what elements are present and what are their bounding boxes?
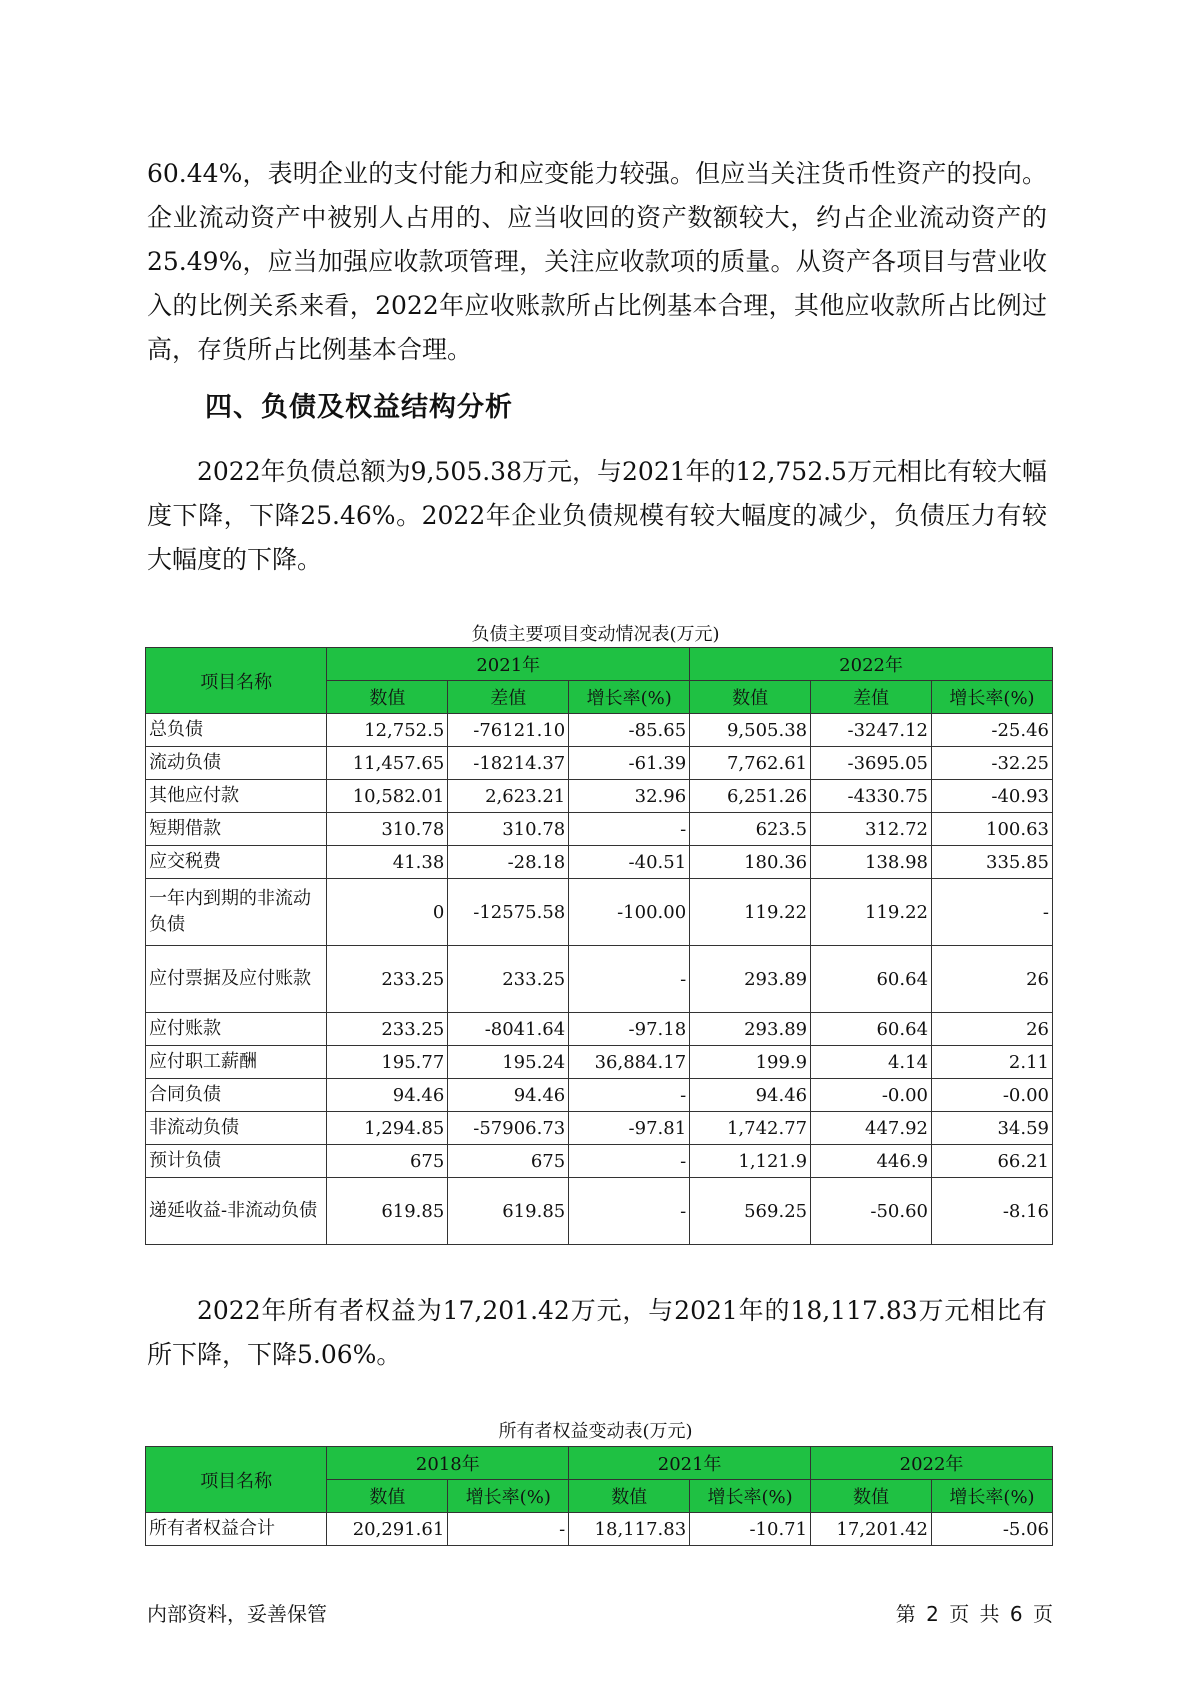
cell-value: -18214.37 <box>448 747 569 780</box>
cell-value: -57906.73 <box>448 1112 569 1145</box>
table-row <box>146 1145 1053 1178</box>
table1-body <box>146 714 1053 1245</box>
cell-value: - <box>569 1145 690 1178</box>
cell-value: 9,505.38 <box>690 714 811 747</box>
row-name: 短期借款 <box>146 813 327 846</box>
cell-value: - <box>569 1079 690 1112</box>
cell-value: 36,884.17 <box>569 1046 690 1079</box>
cell-value: 233.25 <box>327 1013 448 1046</box>
cell-value: 195.24 <box>448 1046 569 1079</box>
cell-value: 310.78 <box>448 813 569 846</box>
cell-value: -25.46 <box>932 714 1053 747</box>
row-name: 一年内到期的非流动负债 <box>146 879 327 946</box>
cell-value: -12575.58 <box>448 879 569 946</box>
cell-value: 195.77 <box>327 1046 448 1079</box>
cell-value: 34.59 <box>932 1112 1053 1145</box>
row-name: 递延收益-非流动负债 <box>146 1178 327 1245</box>
row-name: 流动负债 <box>146 747 327 780</box>
cell-value: 447.92 <box>811 1112 932 1145</box>
cell-value: 1,294.85 <box>327 1112 448 1145</box>
cell-value: 11,457.65 <box>327 747 448 780</box>
row-name: 应付职工薪酬 <box>146 1046 327 1079</box>
cell-value: -40.51 <box>569 846 690 879</box>
cell-value: -61.39 <box>569 747 690 780</box>
cell-value: -8041.64 <box>448 1013 569 1046</box>
cell-value: -85.65 <box>569 714 690 747</box>
table2-subheader: 增长率(%) <box>690 1480 811 1513</box>
row-name: 预计负债 <box>146 1145 327 1178</box>
row-name: 非流动负债 <box>146 1112 327 1145</box>
cell-value: - <box>448 1513 569 1546</box>
table-row <box>146 714 1053 747</box>
row-name: 总负债 <box>146 714 327 747</box>
cell-value: -40.93 <box>932 780 1053 813</box>
cell-value: 7,762.61 <box>690 747 811 780</box>
cell-value: - <box>569 813 690 846</box>
cell-value: 26 <box>932 1013 1053 1046</box>
cell-value: 60.64 <box>811 1013 932 1046</box>
row-name: 应交税费 <box>146 846 327 879</box>
table1-year-2022-header: 2022年 <box>690 648 1053 681</box>
cell-value: 17,201.42 <box>811 1513 932 1546</box>
table2-year-header: 2021年 <box>569 1447 811 1480</box>
paragraph-asset-analysis: 60.44%，表明企业的支付能力和应变能力较强。但应当关注货币性资产的投向。企业流动资产中被别人占用的、应当收回的资产数额较大，约占企业流动资产的25.49%，应当加强应收款项管理，关注应收款项的质量。从资产各项目与营业收入的比例关系来看，2022年应收账款所占比例基本合理，其他应收款所占比例过高，存货所占比例基本合理。 <box>147 159 1047 364</box>
paragraph-equity-summary: 2022年所有者权益为17,201.42万元，与2021年的18,117.83万元相比有所下降，下降5.06%。 <box>147 1296 1047 1369</box>
table-row <box>146 846 1053 879</box>
cell-value: -76121.10 <box>448 714 569 747</box>
table2-year-header: 2022年 <box>811 1447 1053 1480</box>
table2-year-header: 2018年 <box>327 1447 569 1480</box>
cell-value: 2.11 <box>932 1046 1053 1079</box>
cell-value: 6,251.26 <box>690 780 811 813</box>
table-row <box>146 813 1053 846</box>
liability-change-table <box>145 647 1053 1245</box>
cell-value: 60.64 <box>811 946 932 1013</box>
cell-value: 312.72 <box>811 813 932 846</box>
cell-value: 10,582.01 <box>327 780 448 813</box>
row-name: 应付账款 <box>146 1013 327 1046</box>
cell-value: -10.71 <box>690 1513 811 1546</box>
table-row <box>146 879 1053 946</box>
row-name: 应付票据及应付账款 <box>146 946 327 1013</box>
footer-confidential-note: 内部资料，妥善保管 <box>147 1602 327 1626</box>
cell-value: 623.5 <box>690 813 811 846</box>
cell-value: 1,742.77 <box>690 1112 811 1145</box>
table1-subheader: 数值 <box>690 681 811 714</box>
cell-value: 4.14 <box>811 1046 932 1079</box>
cell-value: 138.98 <box>811 846 932 879</box>
cell-value: -50.60 <box>811 1178 932 1245</box>
cell-value: 18,117.83 <box>569 1513 690 1546</box>
cell-value: 446.9 <box>811 1145 932 1178</box>
cell-value: -4330.75 <box>811 780 932 813</box>
section-heading: 四、负债及权益结构分析 <box>205 392 513 423</box>
cell-value: 569.25 <box>690 1178 811 1245</box>
cell-value: 94.46 <box>690 1079 811 1112</box>
cell-value: 1,121.9 <box>690 1145 811 1178</box>
cell-value: 2,623.21 <box>448 780 569 813</box>
row-name: 其他应付款 <box>146 780 327 813</box>
cell-value: 119.22 <box>811 879 932 946</box>
table1-name-header: 项目名称 <box>146 648 327 714</box>
table2-subheader: 数值 <box>327 1480 448 1513</box>
cell-value: 233.25 <box>448 946 569 1013</box>
cell-value: -3695.05 <box>811 747 932 780</box>
cell-value: -0.00 <box>932 1079 1053 1112</box>
cell-value: 26 <box>932 946 1053 1013</box>
table1-caption: 负债主要项目变动情况表(万元) <box>471 624 720 645</box>
cell-value: 335.85 <box>932 846 1053 879</box>
cell-value: 66.21 <box>932 1145 1053 1178</box>
table2-caption: 所有者权益变动表(万元) <box>498 1421 693 1442</box>
table2-subheader: 数值 <box>569 1480 690 1513</box>
table2-name-header: 项目名称 <box>146 1447 327 1513</box>
cell-value: -97.81 <box>569 1112 690 1145</box>
cell-value: -32.25 <box>932 747 1053 780</box>
cell-value: 233.25 <box>327 946 448 1013</box>
table1-subheader: 增长率(%) <box>569 681 690 714</box>
table-row <box>146 946 1053 1013</box>
equity-change-table <box>145 1446 1053 1546</box>
table1-year-2021-header: 2021年 <box>327 648 690 681</box>
cell-value: 619.85 <box>448 1178 569 1245</box>
cell-value: 675 <box>327 1145 448 1178</box>
table-row <box>146 1112 1053 1145</box>
cell-value: -0.00 <box>811 1079 932 1112</box>
table1-subheader: 差值 <box>811 681 932 714</box>
cell-value: 119.22 <box>690 879 811 946</box>
cell-value: 293.89 <box>690 946 811 1013</box>
footer-page-number: 第 2 页 共 6 页 <box>895 1602 1053 1626</box>
cell-value: 293.89 <box>690 1013 811 1046</box>
table-row <box>146 1013 1053 1046</box>
table-row <box>146 1178 1053 1245</box>
cell-value: - <box>569 946 690 1013</box>
table-row <box>146 1079 1053 1112</box>
row-name: 所有者权益合计 <box>146 1513 327 1546</box>
table1-subheader: 差值 <box>448 681 569 714</box>
cell-value: 0 <box>327 879 448 946</box>
table2-subheader: 增长率(%) <box>932 1480 1053 1513</box>
cell-value: 675 <box>448 1145 569 1178</box>
cell-value: -97.18 <box>569 1013 690 1046</box>
cell-value: 180.36 <box>690 846 811 879</box>
cell-value: 32.96 <box>569 780 690 813</box>
paragraph-liability-summary: 2022年负债总额为9,505.38万元，与2021年的12,752.5万元相比有较大幅度下降，下降25.46%。2022年企业负债规模有较大幅度的减少，负债压力有较大幅度的下降。 <box>147 457 1047 574</box>
table-row <box>146 1513 1053 1546</box>
cell-value: 100.63 <box>932 813 1053 846</box>
cell-value: - <box>569 1178 690 1245</box>
cell-value: 310.78 <box>327 813 448 846</box>
cell-value: 94.46 <box>448 1079 569 1112</box>
cell-value: - <box>932 879 1053 946</box>
cell-value: -3247.12 <box>811 714 932 747</box>
table1-subheader: 数值 <box>327 681 448 714</box>
cell-value: -8.16 <box>932 1178 1053 1245</box>
cell-value: 20,291.61 <box>327 1513 448 1546</box>
table-row <box>146 1046 1053 1079</box>
cell-value: -28.18 <box>448 846 569 879</box>
table-row <box>146 780 1053 813</box>
cell-value: 12,752.5 <box>327 714 448 747</box>
table1-subheader: 增长率(%) <box>932 681 1053 714</box>
row-name: 合同负债 <box>146 1079 327 1112</box>
cell-value: 41.38 <box>327 846 448 879</box>
cell-value: 199.9 <box>690 1046 811 1079</box>
cell-value: -100.00 <box>569 879 690 946</box>
cell-value: 619.85 <box>327 1178 448 1245</box>
table2-subheader: 数值 <box>811 1480 932 1513</box>
cell-value: -5.06 <box>932 1513 1053 1546</box>
cell-value: 94.46 <box>327 1079 448 1112</box>
table2-subheader: 增长率(%) <box>448 1480 569 1513</box>
table-row <box>146 747 1053 780</box>
